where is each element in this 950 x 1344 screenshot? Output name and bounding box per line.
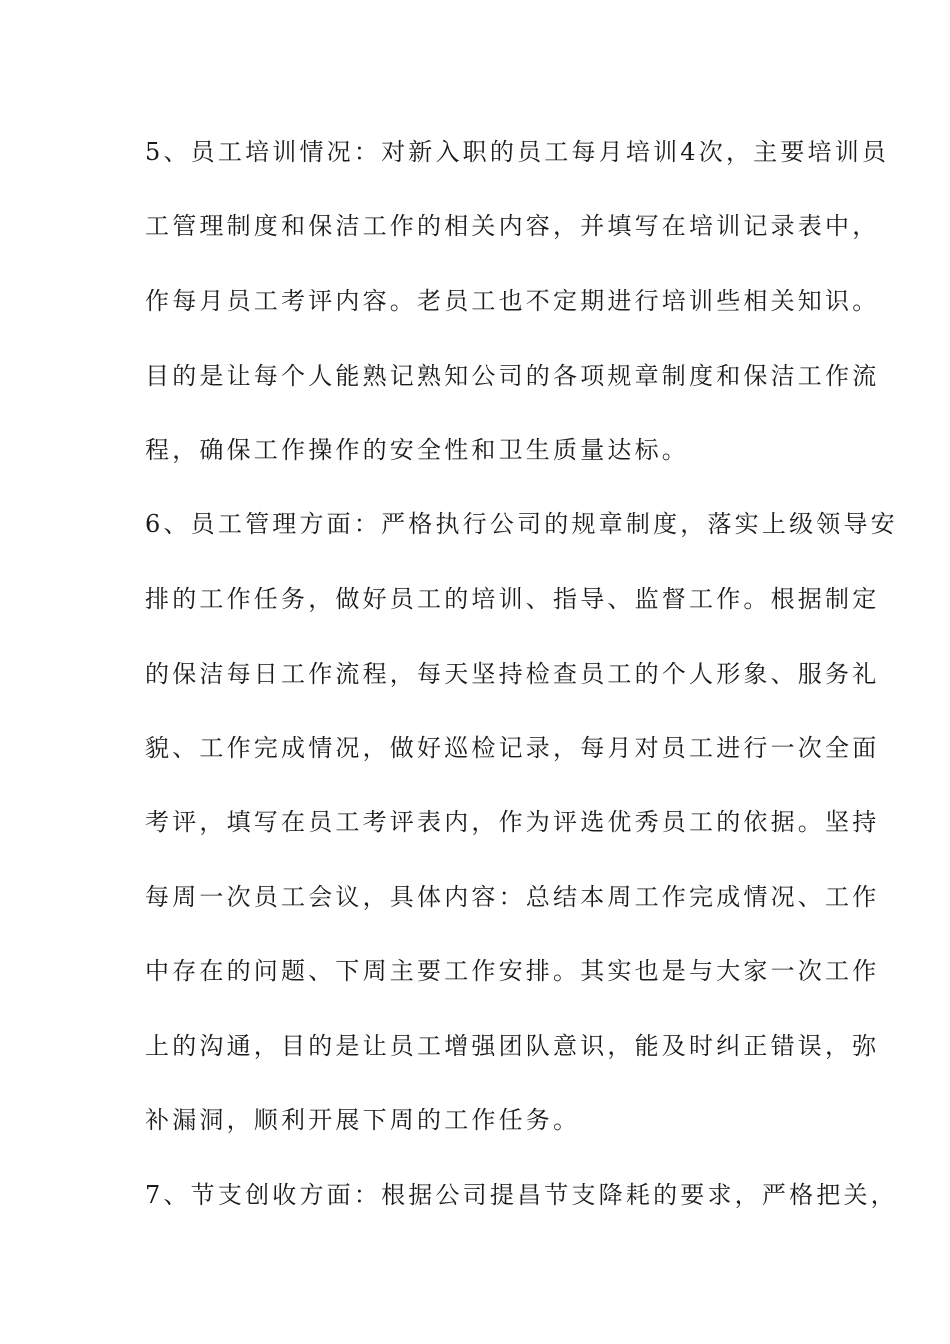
text-line: 排的工作任务，做好员工的培训、指导、监督工作。根据制定: [145, 585, 880, 613]
text-line: 7、节支创收方面：根据公司提昌节支降耗的要求，严格把关，: [145, 1181, 898, 1209]
text-line: 6、员工管理方面：严格执行公司的规章制度，落实上级领导安: [145, 510, 898, 538]
text-line: 工管理制度和保洁工作的相关内容，并填写在培训记录表中，: [145, 212, 880, 240]
text-line: 貌、工作完成情况，做好巡检记录，每月对员工进行一次全面: [145, 734, 880, 762]
text-line: 作每月员工考评内容。老员工也不定期进行培训些相关知识。: [145, 287, 880, 315]
text-line: 目的是让每个人能熟记熟知公司的各项规章制度和保洁工作流: [145, 362, 880, 390]
text-line: 程，确保工作操作的安全性和卫生质量达标。: [145, 436, 689, 464]
text-line: 的保洁每日工作流程，每天坚持检查员工的个人形象、服务礼: [145, 660, 880, 688]
text-line: 中存在的问题、下周主要工作安排。其实也是与大家一次工作: [145, 957, 880, 985]
text-line: 补漏洞，顺利开展下周的工作任务。: [145, 1106, 581, 1134]
text-line: 考评，填写在员工考评表内，作为评选优秀员工的依据。坚持: [145, 808, 880, 836]
text-line: 5、员工培训情况：对新入职的员工每月培训4次，主要培训员: [145, 138, 890, 166]
text-line: 上的沟通，目的是让员工增强团队意识，能及时纠正错误，弥: [145, 1032, 880, 1060]
text-line: 每周一次员工会议，具体内容：总结本周工作完成情况、工作: [145, 883, 880, 911]
